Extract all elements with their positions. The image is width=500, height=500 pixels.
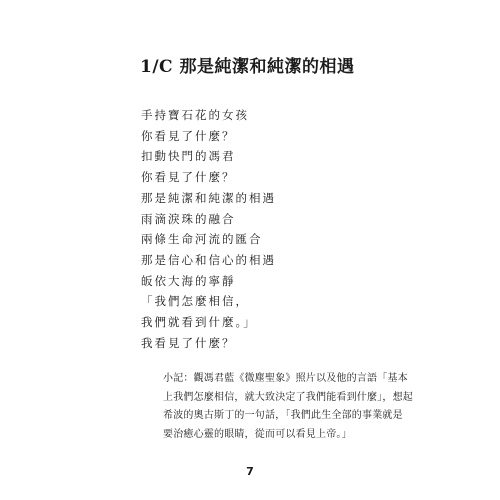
poem-line: 「我們怎麼相信，	[141, 294, 249, 308]
poem-line: 我們就看到什麼。」	[141, 314, 257, 329]
poem-title: 1/C 那是純潔和純潔的相遇	[140, 57, 355, 77]
poem-line: 那是純潔和純潔的相遇	[141, 191, 276, 205]
poem-line: 那是信心和信心的相遇	[141, 253, 276, 267]
poem-line: 皈依大海的寧靜	[141, 273, 236, 288]
stanza-4	[141, 333, 236, 354]
note-line: 小記：觀馮君藍《微塵聖象》照片以及他的言語「基本	[163, 373, 408, 384]
page-number: 7	[246, 465, 254, 478]
poem-line: 你看見了什麼？	[141, 128, 236, 143]
poem-line: 兩條生命河流的匯合	[141, 232, 263, 246]
stanza-1	[141, 105, 249, 187]
poem-line: 你看見了什麼？	[141, 169, 236, 184]
poem-line: 我看見了什麼？	[141, 336, 236, 350]
stanza-3	[141, 250, 276, 332]
stanza-2	[141, 188, 276, 250]
note-line: 希波的奧古斯丁的一句話，「我們此生全部的事業就是	[163, 410, 403, 421]
note-line: 要治癒心靈的眼睛，從而可以看見上帝。」	[163, 428, 352, 440]
poem-line: 手持寶石花的女孩	[141, 108, 249, 122]
poem-line: 扣動快門的馮君	[141, 149, 236, 163]
poem-line: 雨滴淚珠的融合	[141, 211, 236, 226]
author-note	[163, 370, 413, 444]
note-line: 上我們怎麼相信，就大致決定了我們能看到什麼」，想起	[163, 391, 413, 403]
